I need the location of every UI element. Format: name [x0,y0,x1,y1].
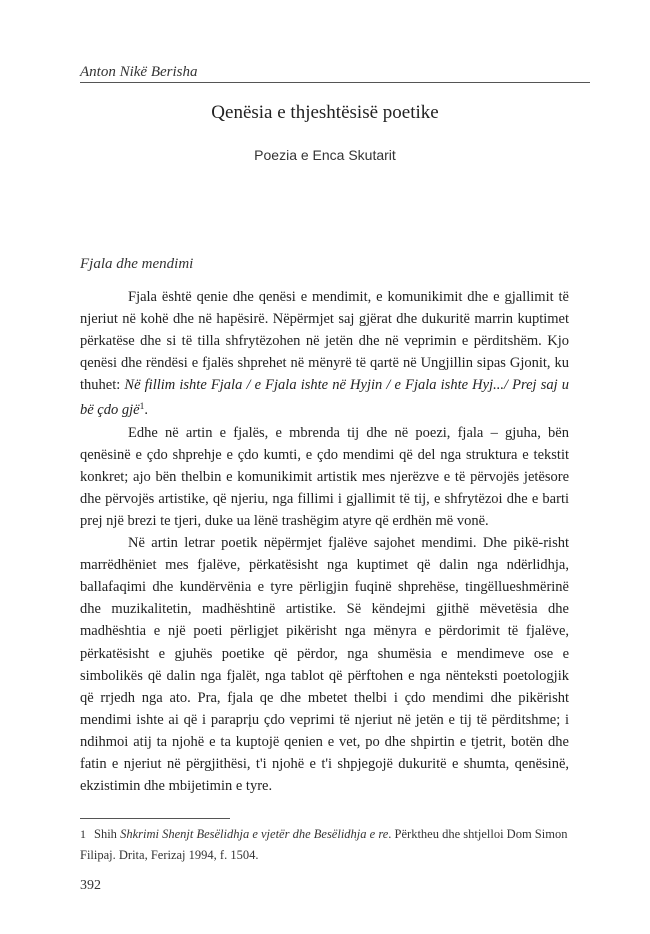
section-heading: Fjala dhe mendimi [80,256,194,272]
footnote-rule [80,818,230,819]
paragraph-2: Edhe në artin e fjalës, e mbrenda tij dhe në poezi, fjala – gjuha, bën qenësinë e çdo shprehje e çdo kumti, e çdo mendimi që del nga struktura e tekstit konkret; ajo bën thelbin e komunikimit artistik mes njerëzve e të përvojës jetësore dhe përvojës artistike, që njeriu, nga fillimi i gjallimit të tij, e shfrytëzoi dhe e barti prej një brezi te tjeri, duke ua lënë trashëgim atyre që erdhën më vonë. [80,424,569,529]
paragraph-1-text: Fjala është qenie dhe qenësi e mendimit, e komunikimit dhe e gjallimit të njeriut në kohë dhe në hapësirë. Nëpërmjet saj gjërat dhe dukuritë marrin kuptimet përkatëse dhe si të tilla shfrytëzohen në jetën dhe në veprimin e përditshëm. Kjo qenësi dhe rëndësi e fjalës shprehet në mënyrë të qartë në Ungjillin sipas Gjonit, ku thuhet: [80,289,569,394]
footnote-details: . Përktheu dhe shtjelloi Dom Simon Filipaj. Drita, Ferizaj 1994, f. 1504. [80,827,568,862]
header-rule [80,82,590,83]
footnote [80,824,569,866]
paragraph-1 [80,286,569,422]
running-head-author: Anton Nikë Berisha [80,64,198,80]
gospel-quote: Në fillim ishte Fjala / e Fjala ishte në Hyjin / e Fjala ishte Hyj.../ Prej saj u bë çdo gjë [80,377,569,419]
page-number: 392 [80,878,101,893]
body-text [80,286,569,797]
article-title: Qenësia e thjeshtësisë poetike [211,102,439,123]
paragraph-3: Në artin letrar poetik nëpërmjet fjalëve sajohet mendimi. Dhe pikë-risht marrëdhëniet mes fjalëve, përkatësisht nga kuptimet që dalin nga ndërlidhja, ballafaqimi dhe kundërvënia e tyre përligjin fuqinë shprehëse, tingëllueshmërinë dhe muzikalitetin, madhështinë artistike. Së këndejmi gjithë mëvetësia dhe madhështia e një poeti përligjet pikërisht nga mënyra e përdorimit të fjalëve, përkatësisht e gjuhës poetike që përdor, nga shumësia e mendimeve ose e simbolikës që dalin nga fjalët, nga tablot që përftohen e nga nënteksti poetologjik që rrjedh nga ato. Pra, fjala qe dhe mbetet thelbi i çdo mendimi dhe pikërisht mendimi ishte ai që i paraprįu çdo veprimi të njeriut në jetën e tij të përditshme; i ndihmoi atij ta njohë e ta kuptojë qenien e vet, po dhe shpirtin e tjetrit, botën dhe fatin e njeriut në përgjithësi, t'i njohë e t'i shpjegojë dukuritë e shumta, qenësinë, ekzistimin dhe mbijetimin e tyre. [80,535,569,795]
footnote-mark: 1 [80,827,86,841]
paragraph-1-end: . [144,402,148,419]
footnote-book-title: Shkrimi Shenjt Besëlidhja e vjetër dhe Besëlidhja e re [120,827,389,841]
footnote-reference[interactable]: 1 [139,402,145,413]
article-subtitle: Poezia e Enca Skutarit [254,147,396,163]
footnote-prefix: Shih [94,827,121,841]
